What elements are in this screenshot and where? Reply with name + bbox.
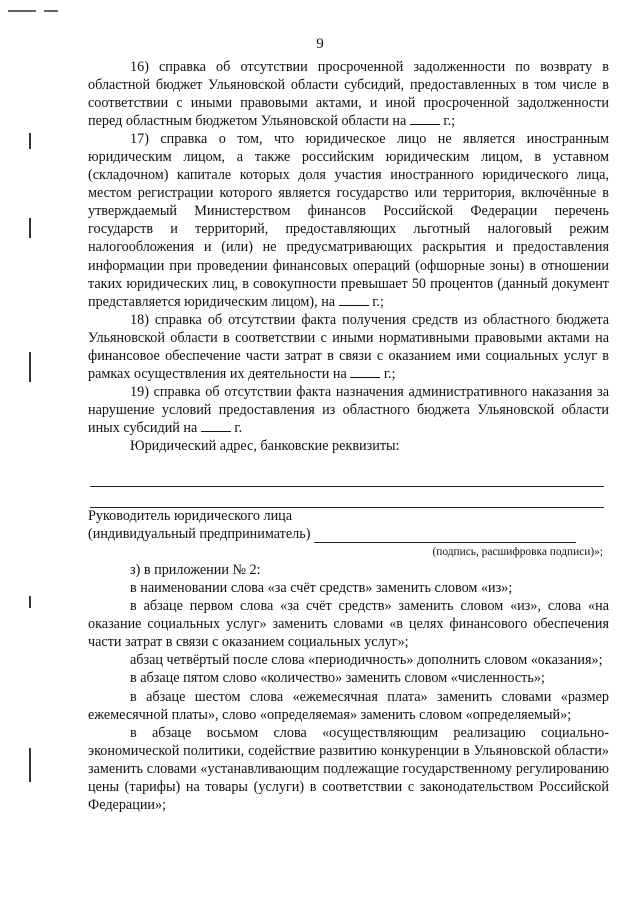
amendment-item: в абзаце пятом слово «количество» заменить словом «численность»; <box>130 670 545 687</box>
item-18: 18) справка об отсутствии факта получения средств из областного бюджета Ульяновской области в соответствии с иными нормативными правовыми актами на финансовое обеспечение части затрат в связи с оказанием ими социальных услуг в рамках осуществления их деятельности на г.; <box>88 311 609 382</box>
margin-mark <box>29 352 31 382</box>
amendment-item: в абзаце восьмом слова «осуществляющим реализацию социально-экономической политики, содействие развитию конкуренции в Ульяновской области» заменить словами «устанавливающим подлежащие государственному регулированию цены (тарифы) на товары (услуги) в соответствии с законодательством Российской Федерации»; <box>88 724 609 813</box>
amendment-item: з) в приложении № 2: <box>130 562 261 579</box>
margin-mark <box>29 133 31 149</box>
page-number: 9 <box>316 36 324 52</box>
signature-title: Руководитель юридического лица <box>88 508 293 525</box>
document-body <box>88 58 609 814</box>
amendment-item: в абзаце шестом слова «ежемесячная плата» заменить словами «размер ежемесячной платы», слово «определяемая» заменить словом «определяемый»; <box>88 688 609 723</box>
margin-mark <box>29 596 31 608</box>
address-line <box>90 507 604 508</box>
item-16: 16) справка об отсутствии просроченной задолженности по возврату в областной бюджет Ульяновской области субсидий, предоставленных в том числе в соответствии с иными правовыми актами, и иной просроченной задолженности перед областным бюджетом Ульяновской области на г.; <box>88 59 609 130</box>
margin-mark <box>29 218 31 238</box>
item-19: 19) справка об отсутствии факта назначения административного наказания за нарушение условий предоставления из областного бюджета Ульяновской области иных субсидий на г. <box>88 383 609 436</box>
amendment-item: в абзаце первом слова «за счёт средств» заменить словом «из», слова «на оказание социальных услуг» заменить словами «в целях финансового обеспечения части затрат в связи с оказанием социальных услуг»; <box>88 598 609 651</box>
date-blank <box>201 419 231 432</box>
signature-line <box>314 528 576 543</box>
address-line <box>90 486 604 487</box>
date-blank <box>350 365 380 378</box>
amendment-item: в наименовании слова «за счёт средств» заменить словом «из»; <box>130 580 513 597</box>
date-blank <box>339 293 369 306</box>
signature-subtitle: (индивидуальный предприниматель) <box>88 525 609 543</box>
amendment-item: абзац четвёртый после слова «периодичность» дополнить словом «оказания»; <box>130 652 603 669</box>
signature-caption: (подпись, расшифровка подписи)»; <box>432 546 603 559</box>
scan-artifact-top-left <box>8 10 36 12</box>
date-blank <box>410 112 440 125</box>
scan-artifact-top-left-2 <box>44 10 58 12</box>
address-lines-space <box>88 455 609 507</box>
legal-address-label: Юридический адрес, банковские реквизиты: <box>130 437 400 454</box>
margin-mark <box>29 748 31 782</box>
item-17: 17) справка о том, что юридическое лицо не является иностранным юридическим лицом, а также российским юридическим лицом, в уставном (складочном) капитале которых доля участия иностранного юридического лица, местом регистрации которого является государство или территория, включённые в утверждаемый Министерством финансов Российской Федерации перечень государств и территорий, предоставляющих льготный налоговый режим налогообложения и (или) не предусматривающих раскрытия и предоставления информации при проведении финансовых операций (офшорные зоны) в отношении таких юридических лиц, в совокупности превышает 50 процентов (данный документ представляется юридическим лицом), на г.; <box>88 131 609 310</box>
